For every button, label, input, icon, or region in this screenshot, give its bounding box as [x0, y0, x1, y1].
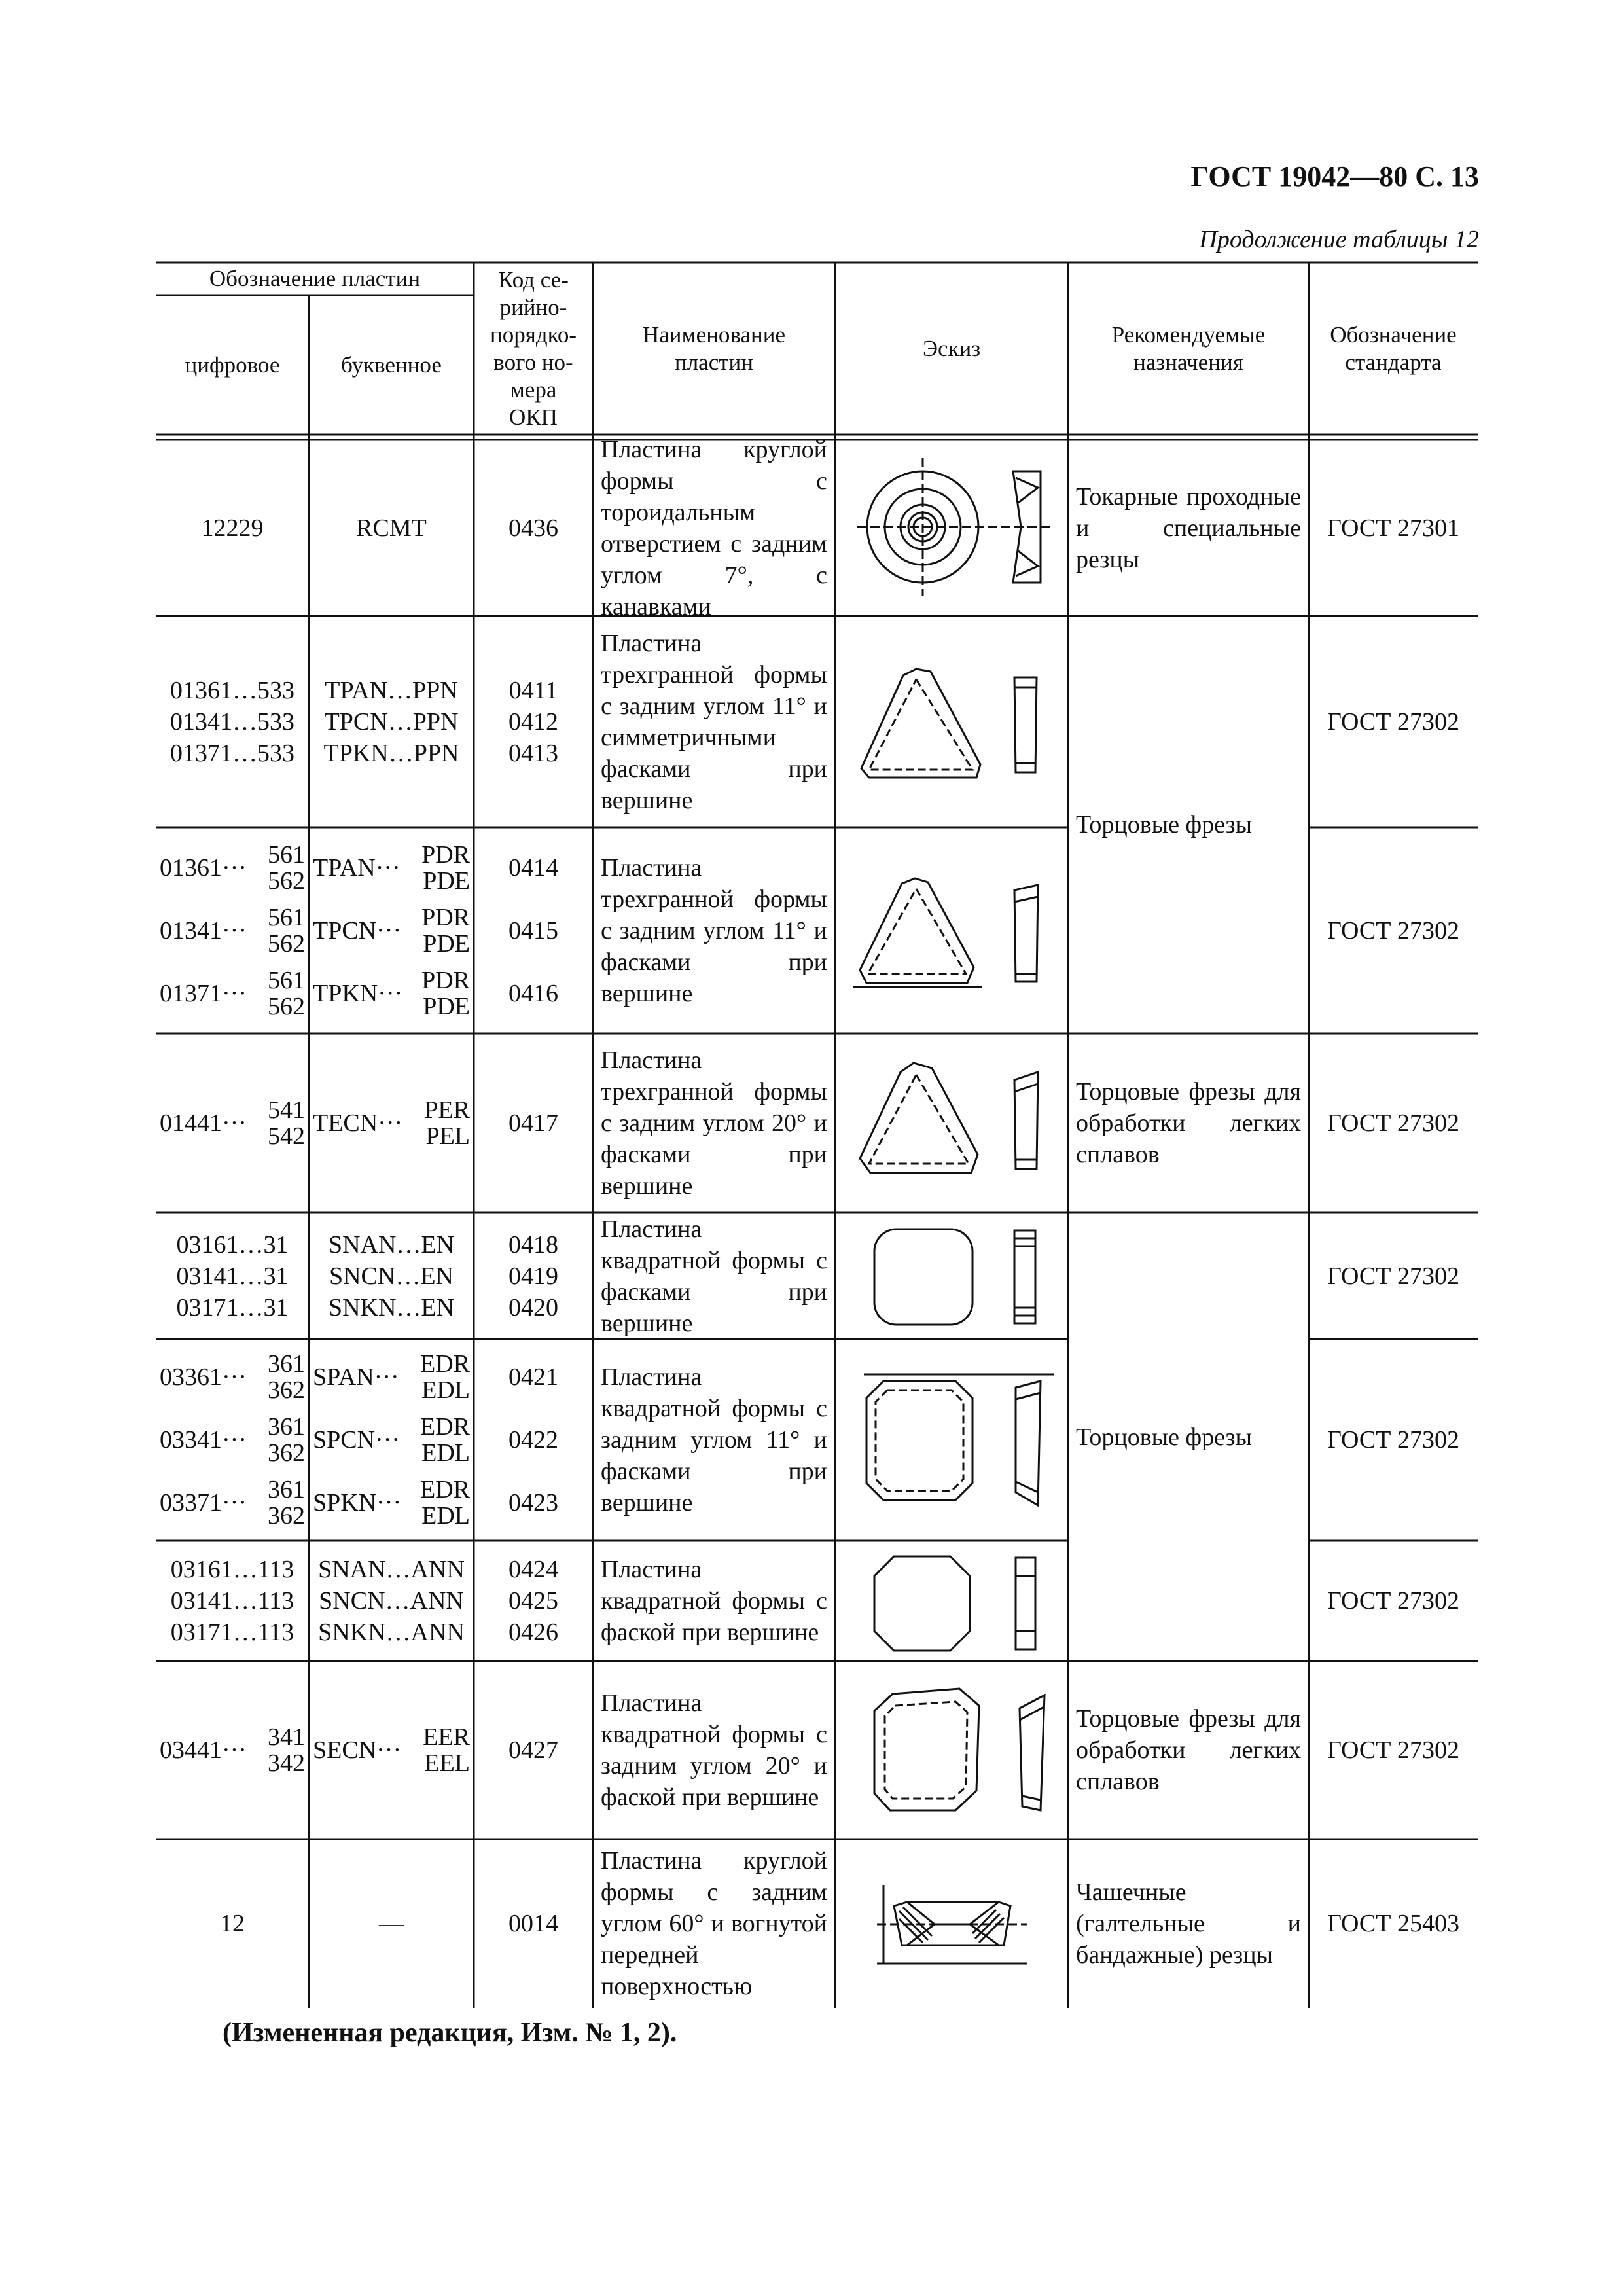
table-cell-name	[593, 616, 835, 827]
fraction-top: 341	[268, 1723, 305, 1751]
fraction	[268, 905, 305, 957]
fraction-bottom: EEL	[424, 1749, 470, 1777]
purpose-text: Торцовые фрезы для обработки легких сплавов	[1076, 1705, 1301, 1795]
cell-line: 12	[220, 1910, 245, 1937]
purpose-text: Торцовые фрезы	[1076, 1423, 1253, 1451]
table-cell-name	[593, 435, 835, 620]
header-line: Код се-	[498, 266, 569, 293]
fraction-bottom: PDE	[423, 867, 470, 895]
cell-line: 0426	[508, 1619, 558, 1646]
table-cell-name	[593, 1839, 835, 2008]
fraction-bottom: PDE	[423, 929, 470, 958]
fraction-base: 03371···	[160, 1489, 247, 1516]
fraction-top: 561	[268, 903, 305, 931]
fraction-top: PER	[424, 1096, 470, 1124]
table-cell-purpose	[1068, 440, 1309, 616]
fraction-bottom: EDL	[421, 1439, 470, 1467]
round-toroidal-insert-icon	[844, 452, 1060, 602]
cell-line: 0413	[508, 739, 558, 767]
table-cell-standard: ГОСТ 27302	[1327, 1426, 1459, 1454]
fraction-top: EDR	[420, 1413, 470, 1441]
header-line: мера	[510, 376, 557, 403]
cell-line: SNAN…EN	[328, 1230, 455, 1259]
fraction	[421, 967, 470, 1020]
fraction-top: 361	[268, 1350, 305, 1378]
cell-line: 01341…533	[170, 708, 294, 736]
cell-line: SNKN…EN	[328, 1293, 455, 1321]
fraction-base: SPAN···	[313, 1363, 399, 1391]
fraction-top: 361	[268, 1476, 305, 1503]
fraction-top: EDR	[420, 1350, 470, 1378]
cell-line: SNCN…ANN	[319, 1587, 464, 1615]
table-cell-code	[474, 1213, 593, 1339]
cell-line: 0419	[508, 1262, 558, 1290]
plate-name-text: Пластина квадратной формы с задним углом 11° и фасками при вершине	[601, 1363, 827, 1516]
fraction-base: 03441···	[160, 1736, 247, 1764]
cell-line: 01371…533	[170, 739, 294, 767]
header-line: рийно-	[499, 294, 567, 320]
table-cell-name	[593, 1661, 835, 1839]
table-cell-code: 0417	[508, 1109, 558, 1137]
fraction-base: TPKN···	[313, 979, 403, 1007]
fraction	[268, 1724, 305, 1776]
plate-name-text: Пластина круглой формы с тороидальным отверстием с задним углом 7°, с канавками	[601, 435, 827, 620]
table-cell-name	[593, 1213, 835, 1339]
fraction	[420, 1351, 470, 1403]
table-cell-letter	[309, 440, 474, 616]
fraction-base: 01341···	[160, 916, 247, 944]
header-line: Наименование	[642, 321, 786, 348]
fraction-top: 561	[268, 840, 305, 869]
table-cell-purpose	[1068, 1661, 1309, 1839]
fraction	[421, 905, 470, 957]
fraction-bottom: PDE	[423, 992, 470, 1020]
fraction-base: 01371···	[160, 979, 247, 1007]
fraction-bottom: 362	[268, 1502, 305, 1530]
header-plate-designation: Обозначение пластин	[209, 266, 421, 291]
cell-line: 0418	[508, 1230, 558, 1259]
cell-line: SNCN…EN	[329, 1262, 454, 1290]
cell-line: 0425	[508, 1587, 558, 1615]
cell-line: 0411	[508, 676, 558, 704]
table-cell-standard: ГОСТ 27302	[1327, 1109, 1459, 1137]
header-purpose	[1068, 262, 1309, 435]
fraction-base: 03341···	[160, 1426, 247, 1454]
cell-line: 03171…113	[170, 1619, 294, 1646]
table-cell-code: 0427	[508, 1736, 558, 1764]
fraction	[420, 1477, 470, 1529]
table-cell-letter	[309, 616, 474, 827]
table-cell-letter	[309, 1033, 474, 1213]
table-cell-standard: ГОСТ 27301	[1327, 514, 1459, 542]
table-cell-letter	[309, 827, 474, 1033]
header-line: стандарта	[1345, 349, 1442, 375]
plate-name-text: Пластина квадратной формы с фаской при вершине	[601, 1556, 827, 1646]
cell-line: SNAN…ANN	[318, 1556, 465, 1583]
fraction-bottom: 342	[268, 1749, 305, 1777]
fraction-top: PDR	[421, 840, 470, 869]
table-cell-purpose-merged	[1068, 616, 1309, 1033]
triangle-insert-icon	[851, 661, 1054, 792]
table-cell-letter	[309, 1339, 474, 1541]
cell-line: 0422	[508, 1426, 558, 1454]
table-cell-code	[474, 440, 593, 616]
fraction-base: SECN···	[313, 1736, 402, 1764]
fraction-base: TPCN···	[313, 916, 402, 944]
fraction-bottom: 542	[268, 1122, 305, 1150]
cell-line: RCMT	[356, 514, 427, 542]
cell-line: 03161…113	[170, 1556, 294, 1583]
table-cell-letter	[309, 1661, 474, 1839]
cell-line: —	[379, 1910, 404, 1937]
table-cell-purpose-merged	[1068, 1213, 1309, 1661]
fraction-top: PDR	[421, 966, 470, 994]
fraction-top: 361	[268, 1413, 305, 1441]
plate-name-text: Пластина трехгранной формы с задним углом 11° и фасками при вершине	[601, 853, 827, 1007]
cell-line: 0014	[508, 1910, 558, 1937]
table-cell-digital	[156, 440, 309, 616]
header-standard	[1309, 262, 1478, 435]
cell-line: TPAN…PPN	[325, 676, 458, 704]
table-cell-purpose	[1068, 1839, 1309, 2008]
plate-name-text: Пластина трехгранной формы с задним углом 11° и симметричными фасками при вершине	[601, 629, 827, 814]
cell-line: SNKN…ANN	[318, 1619, 465, 1646]
table-cell-letter	[309, 1839, 474, 2008]
header-line: ОКП	[509, 404, 558, 430]
square-rounded-insert-icon	[851, 1221, 1054, 1333]
fraction-bottom: EDL	[421, 1502, 470, 1530]
cell-line: 03161…31	[176, 1230, 289, 1259]
fraction-bottom: 362	[268, 1376, 305, 1404]
fraction-top: EER	[423, 1723, 470, 1751]
header-line: вого но-	[493, 349, 573, 375]
cell-line: 03171…31	[176, 1293, 289, 1321]
cell-line: 03141…113	[170, 1587, 294, 1615]
fraction-bottom: EDL	[421, 1376, 470, 1404]
fraction-top: 541	[268, 1096, 305, 1124]
cell-line: 0420	[508, 1293, 558, 1321]
cell-line: 01361…533	[170, 676, 294, 704]
fraction-bottom: 362	[268, 1439, 305, 1467]
table-cell-name	[593, 1541, 835, 1661]
fraction	[421, 842, 470, 894]
cell-line: 0424	[508, 1556, 558, 1583]
table-cell-code	[474, 1541, 593, 1661]
plate-name-text: Пластина квадратной формы с фасками при вершине	[601, 1215, 827, 1337]
header-line: Рекомендуемые	[1111, 321, 1266, 348]
fraction-top: 561	[268, 966, 305, 994]
header-line: Обозначение	[1330, 321, 1457, 348]
table-cell-letter	[309, 1213, 474, 1339]
table-cell-standard: ГОСТ 27302	[1327, 708, 1459, 736]
amendment-note: (Измененная редакция, Изм. № 1, 2).	[223, 2018, 677, 2048]
table-cell-digital	[156, 827, 309, 1033]
table-cell-digital	[156, 1839, 309, 2008]
fraction-bottom: PEL	[425, 1122, 470, 1150]
table-cell-name	[593, 1339, 835, 1541]
plate-name-text: Пластина трехгранной формы с задним углом 20° и фасками при вершине	[601, 1047, 827, 1200]
fraction-base: TPAN···	[313, 853, 401, 882]
fraction	[268, 967, 305, 1020]
header-digital: цифровое	[185, 351, 280, 378]
table-cell-standard: ГОСТ 27302	[1327, 1262, 1459, 1290]
cell-line: 0423	[508, 1489, 558, 1516]
table-cell-code	[474, 827, 593, 1033]
table-cell-digital	[156, 1661, 309, 1839]
table-cell-code	[474, 1839, 593, 2008]
fraction	[423, 1724, 470, 1776]
fraction-bottom: 562	[268, 992, 305, 1020]
table-cell-name	[593, 827, 835, 1033]
cell-line: 0436	[508, 514, 558, 542]
fraction	[268, 1097, 305, 1149]
table-cell-digital	[156, 616, 309, 827]
table-cell-digital	[156, 1339, 309, 1541]
header-sketch: Эскиз	[922, 335, 981, 361]
fraction-base: 01361···	[160, 853, 247, 882]
table-cell-standard: ГОСТ 27302	[1327, 1587, 1459, 1615]
cell-line: 0416	[508, 979, 558, 1007]
fraction-top: PDR	[421, 903, 470, 931]
fraction	[268, 1477, 305, 1529]
fraction-base: TECN···	[313, 1109, 403, 1137]
fraction	[424, 1097, 470, 1149]
cell-line: 0421	[508, 1363, 558, 1391]
table-cell-digital	[156, 1541, 309, 1661]
cell-line: 12229	[201, 514, 264, 542]
header-plate-name	[593, 262, 835, 435]
fraction-base: SPCN···	[313, 1426, 401, 1454]
fraction-base: SPKN···	[313, 1489, 402, 1516]
table-cell-standard: ГОСТ 27302	[1327, 1736, 1459, 1764]
triangle-20deg-insert-icon	[851, 1054, 1054, 1191]
header-line: назначения	[1133, 349, 1243, 375]
table-cell-name	[593, 1033, 835, 1213]
table-cell-digital	[156, 1033, 309, 1213]
purpose-text: Токарные проходные и специальные резцы	[1076, 482, 1301, 573]
purpose-text: Торцовые фрезы	[1076, 811, 1253, 838]
table-cell-standard: ГОСТ 25403	[1327, 1910, 1459, 1937]
purpose-text: Чашечные (галтельные и бандажные) резцы	[1076, 1878, 1301, 1969]
table-cell-standard: ГОСТ 27302	[1327, 916, 1459, 944]
header-okp-code	[474, 262, 593, 435]
cell-line: TPCN…PPN	[324, 708, 459, 736]
fraction	[420, 1414, 470, 1466]
cell-line: 03141…31	[176, 1262, 289, 1290]
square-octagon-insert-icon	[851, 1550, 1054, 1657]
triangle-chamfer-insert-icon	[851, 870, 1054, 1001]
table-cell-purpose	[1068, 1033, 1309, 1213]
purpose-text: Торцовые фрезы для обработки легких сплавов	[1076, 1078, 1301, 1168]
fraction-top: EDR	[420, 1476, 470, 1503]
table-cell-code	[474, 616, 593, 827]
header-line: порядко-	[490, 321, 577, 348]
cell-line: TPKN…PPN	[323, 739, 459, 767]
square-20deg-insert-icon	[851, 1682, 1054, 1820]
header-line: пластин	[674, 349, 754, 375]
plate-name-text: Пластина квадратной формы с задним углом 20° и фаской при вершине	[601, 1689, 827, 1811]
fraction-base: 01441···	[160, 1109, 247, 1137]
header-letter: буквенное	[341, 351, 442, 378]
table-cell-letter	[309, 1541, 474, 1661]
square-chamfer-insert-icon	[844, 1361, 1060, 1525]
cup-insert-icon	[870, 1878, 1034, 1970]
cell-line: 0415	[508, 916, 558, 944]
table-cell-code	[474, 1339, 593, 1541]
cell-line: 0412	[508, 708, 558, 736]
page-title: ГОСТ 19042—80 С. 13	[1190, 160, 1479, 192]
fraction-bottom: 562	[268, 867, 305, 895]
fraction	[268, 842, 305, 894]
table-continuation-caption: Продолжение таблицы 12	[1199, 226, 1479, 253]
fraction	[268, 1414, 305, 1466]
fraction	[268, 1351, 305, 1403]
fraction-base: 03361···	[160, 1363, 247, 1391]
table-cell-digital	[156, 1213, 309, 1339]
cell-line: 0414	[508, 853, 558, 882]
plate-name-text: Пластина круглой формы с задним углом 60° и вогнутой передней поверхностью	[601, 1847, 827, 2000]
fraction-bottom: 562	[268, 929, 305, 958]
